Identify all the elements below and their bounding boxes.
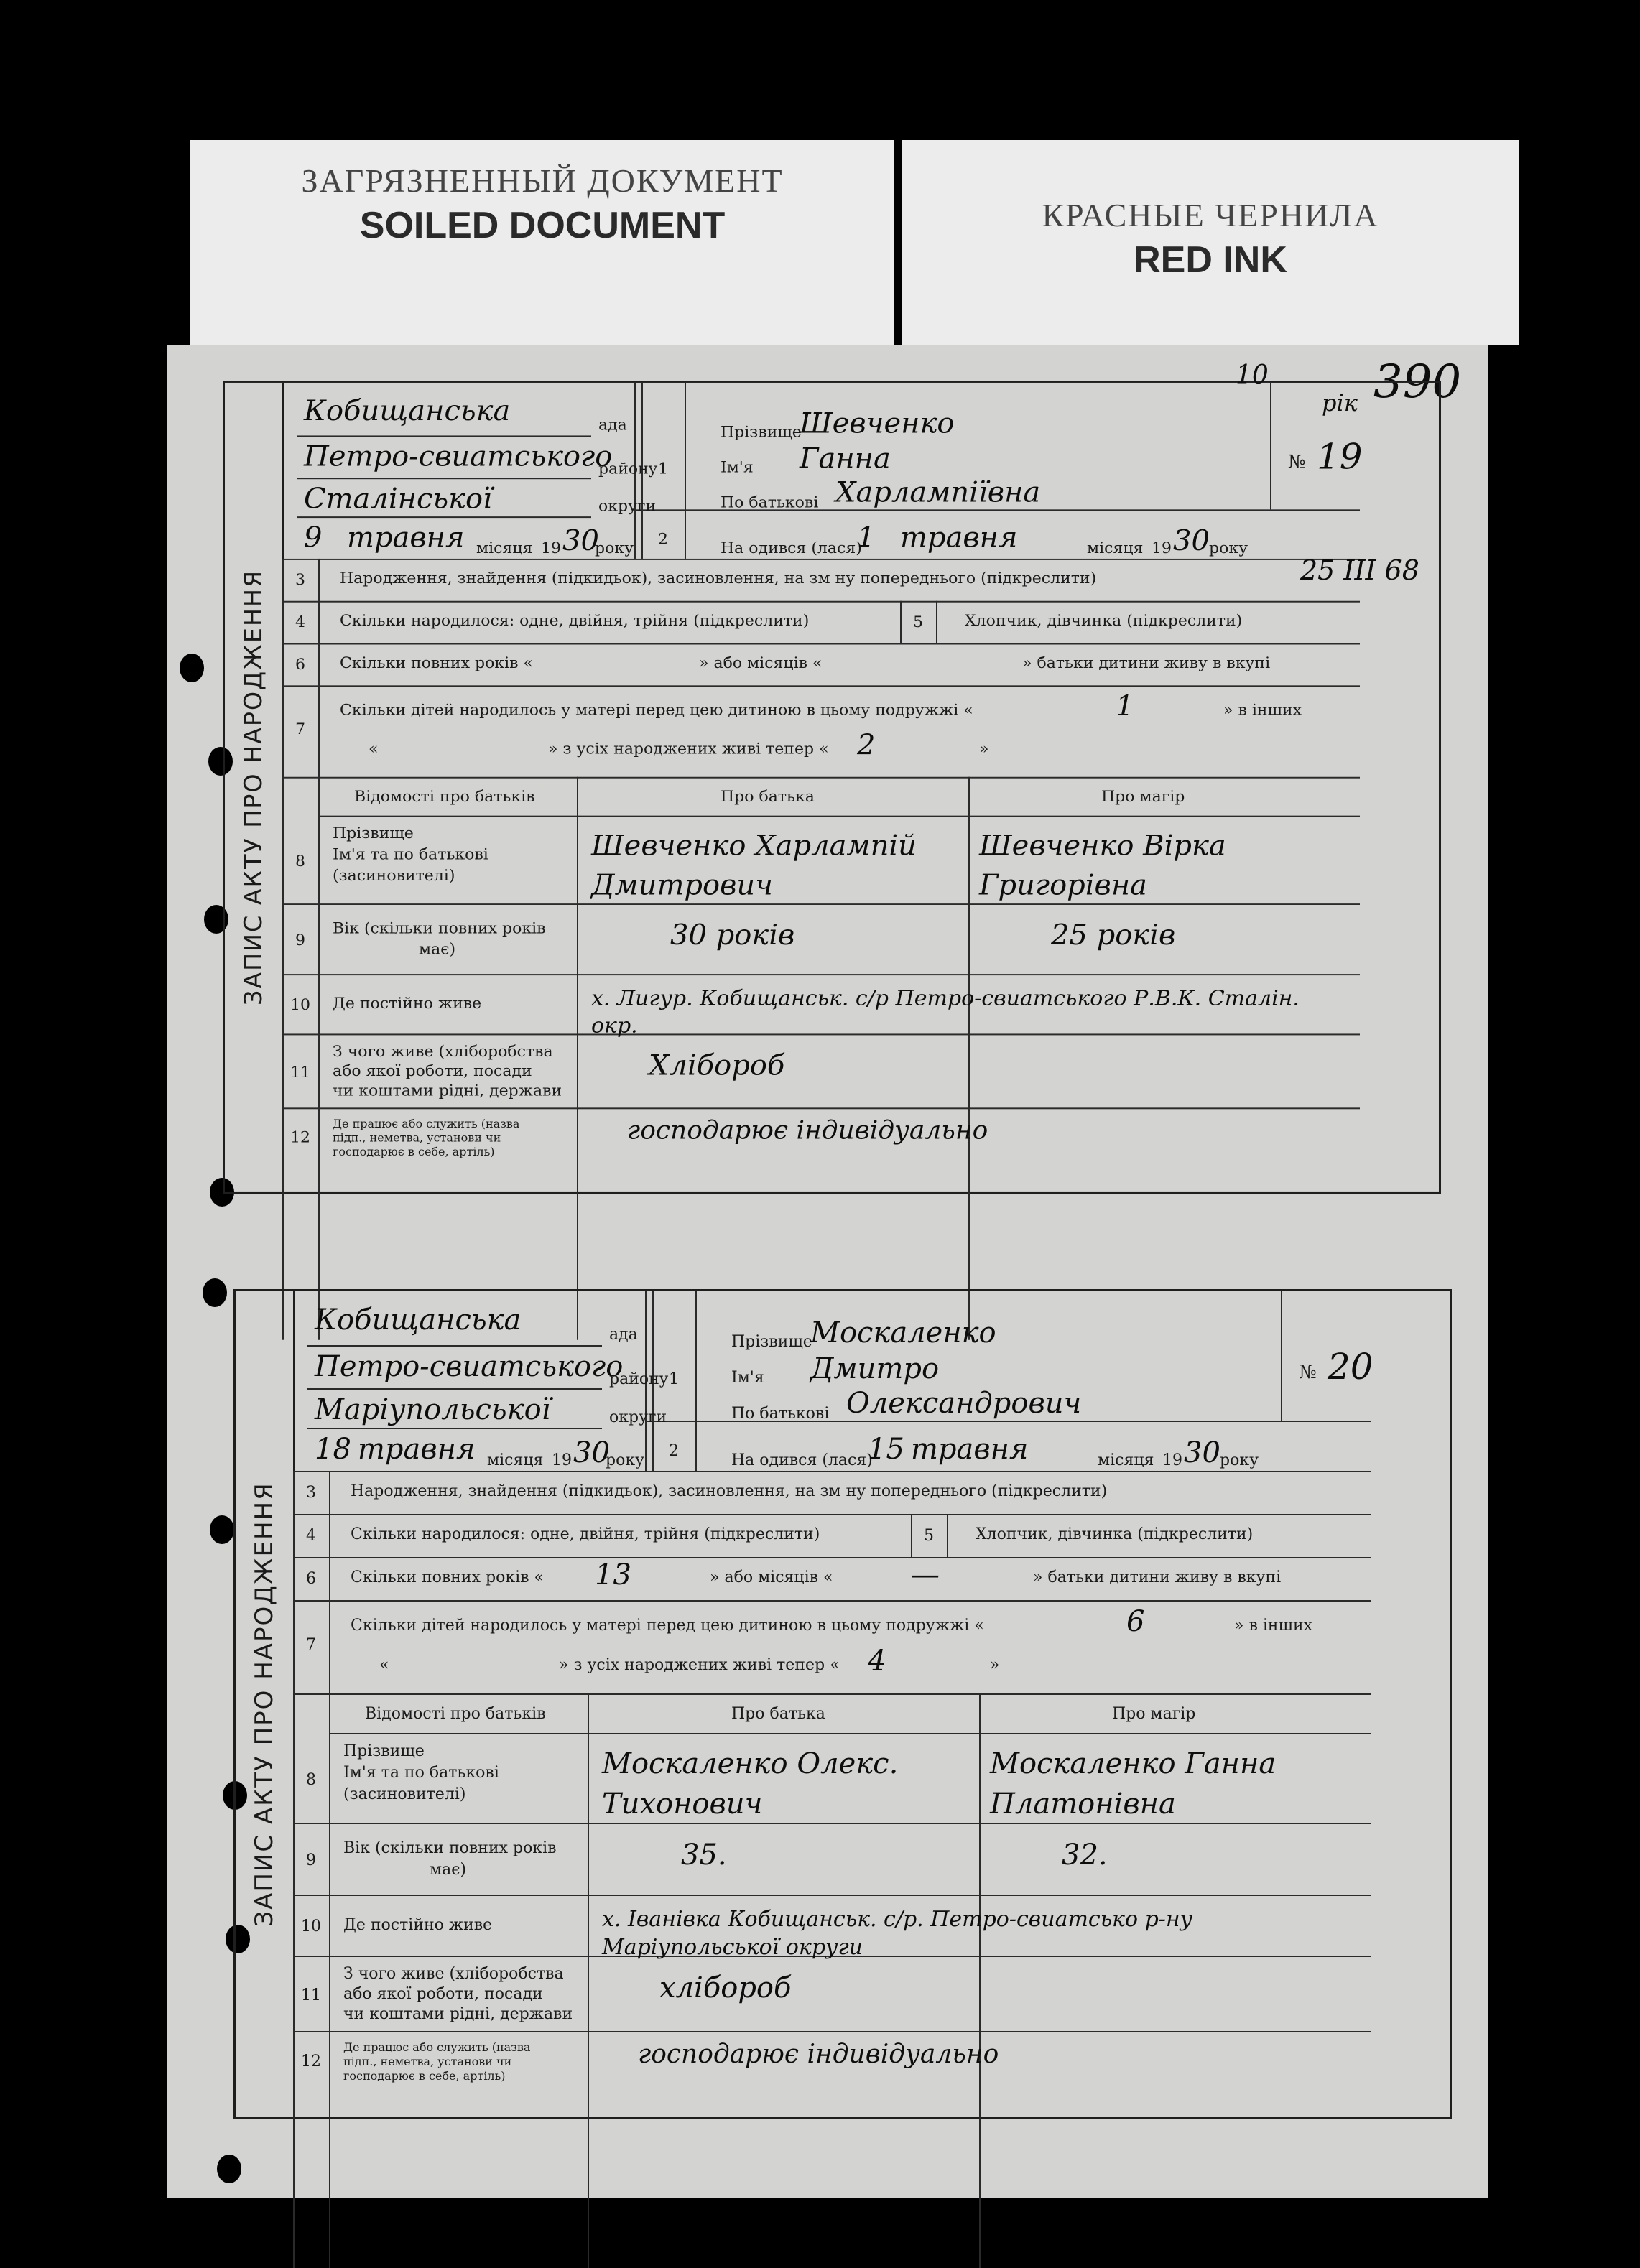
record-side-title: ЗАПИС АКТУ ПРО НАРОДЖЕННЯ <box>225 383 284 1192</box>
row-number: 7 <box>295 720 305 738</box>
row-number: 6 <box>295 656 305 674</box>
form-label: районy <box>598 460 658 478</box>
form-label: року <box>606 1451 645 1469</box>
rule-line <box>900 601 902 643</box>
handwritten-reg-day: 18 <box>315 1433 351 1466</box>
rule-line <box>297 435 591 437</box>
row-number: 2 <box>669 1442 679 1460</box>
form-label: Ім'я та по батькові <box>333 845 488 864</box>
handwritten-reg-month: травня <box>347 521 465 554</box>
rule-line <box>685 383 686 559</box>
form-label: Ім'я <box>721 458 754 477</box>
row-number: 5 <box>924 1527 934 1545</box>
form-label: На одився (лася) <box>731 1451 873 1469</box>
rule-line <box>695 1291 697 1471</box>
row-number: 12 <box>290 1128 310 1147</box>
form-label: » з усіх народжених живі тепер « <box>548 740 829 758</box>
record-side-title: ЗАПИС АКТУ ПРО НАРОДЖЕННЯ <box>236 1291 295 2117</box>
binding-hole <box>180 654 204 682</box>
form-label: ада <box>598 416 627 434</box>
form-label: » в інших <box>1234 1617 1313 1635</box>
form-label: (засиновителі) <box>333 867 455 885</box>
margin-note: 25 III 68 <box>1300 554 1419 586</box>
binding-hole <box>203 1278 227 1307</box>
rule-line <box>911 1514 912 1557</box>
handwritten-occupation: хлібороб <box>659 1971 792 2004</box>
binding-hole <box>217 2155 241 2183</box>
handwritten-patronymic: Олександрович <box>846 1387 1082 1420</box>
margin-note: рік <box>1322 389 1358 417</box>
handwritten-mother-name: Шевченко Вірка Григорівна <box>979 829 1226 902</box>
handwritten-workplace: господарює індивідуально <box>627 1116 988 1145</box>
handwritten-residence: х. Лигур. Кобищанськ. с/р Петро-свиатського Р.В.К. Сталін. окр. <box>591 985 1300 1038</box>
row-number: 9 <box>306 1851 316 1869</box>
red-ink-label-en: RED INK <box>1134 239 1287 281</box>
handwritten-prior-children: 6 <box>1126 1605 1145 1638</box>
handwritten-residence: х. Іванівка Кобищанськ. с/р. Петро-свиатсько р-ну Маріупольської округи <box>602 1907 1193 1960</box>
rule-line <box>307 1428 602 1429</box>
handwritten-name: Дмитро <box>810 1352 940 1385</box>
row-number: 12 <box>301 2053 321 2071</box>
rule-line <box>318 559 320 1340</box>
form-label: Скільки повних років « <box>340 654 533 672</box>
rule-line <box>293 1514 1371 1515</box>
rule-line <box>577 777 578 1340</box>
rule-line <box>968 777 970 1340</box>
form-label: Прізвище <box>333 824 414 842</box>
form-label: Прізвище <box>731 1333 812 1351</box>
row-number: 9 <box>295 931 305 949</box>
row-number: 8 <box>306 1771 316 1789</box>
handwritten-birth-year: 30 <box>1184 1436 1220 1469</box>
form-label: Вік (скільки повних років <box>333 919 546 938</box>
handwritten-rada: Кобищанська <box>304 394 511 427</box>
handwritten-reg-year: 30 <box>573 1436 610 1469</box>
rule-line <box>293 1600 1371 1602</box>
sheet-number: 390 <box>1373 355 1462 409</box>
form-label: районy <box>609 1370 669 1388</box>
birth-record-20 <box>233 1289 1452 2119</box>
form-label: підп., неметва, установи чи <box>343 2055 512 2068</box>
rule-line <box>297 478 591 479</box>
handwritten-mother-age: 32. <box>1062 1839 1108 1872</box>
form-label: Ім'я <box>731 1369 764 1387</box>
handwritten-years: 13 <box>595 1558 631 1591</box>
form-label: Де працює або служить (назва <box>333 1117 520 1130</box>
form-label: місяця <box>487 1451 544 1469</box>
form-label: Про магір <box>1101 788 1185 806</box>
form-label: Прізвище <box>721 423 802 442</box>
handwritten-surname: Шевченко <box>800 407 955 440</box>
binding-hole <box>210 1515 234 1544</box>
rule-line <box>947 1514 948 1557</box>
birth-record-19 <box>223 381 1441 1194</box>
handwritten-birth-day: 1 <box>857 521 876 554</box>
rule-line <box>588 1693 589 2268</box>
form-label: » <box>979 740 989 758</box>
soiled-document-label <box>190 140 894 345</box>
form-label: року <box>595 539 634 557</box>
rule-line <box>293 1693 1371 1695</box>
form-label: Про батька <box>721 788 815 806</box>
form-label: » батьки дитини живу в вкупі <box>1033 1568 1282 1586</box>
handwritten-birth-month: травня <box>911 1433 1029 1466</box>
handwritten-rayon: Петро-свиатського <box>304 440 613 473</box>
form-label: (засиновителі) <box>343 1785 466 1803</box>
rule-line <box>329 1733 1371 1734</box>
form-label: 19 <box>541 539 561 557</box>
rule-line <box>293 1471 295 2268</box>
form-label: ада <box>609 1326 638 1344</box>
row-number: 5 <box>913 613 923 631</box>
form-label: має) <box>430 1861 467 1879</box>
form-label: 19 <box>1162 1451 1182 1469</box>
form-label: По батькові <box>731 1405 830 1423</box>
rule-line <box>297 516 591 518</box>
form-label: чи коштами рідні, держави <box>333 1082 562 1100</box>
form-label: З чого живе (хліборобства <box>343 1965 564 1983</box>
form-label: Скільки дітей народилось у матері перед цею дитиною в цьому подружжі « <box>340 701 973 720</box>
soiled-label-en: SOILED DOCUMENT <box>359 205 726 246</box>
rule-line <box>307 1388 602 1390</box>
form-label: № <box>1299 1362 1317 1383</box>
rule-line <box>318 816 1360 817</box>
row-number: 11 <box>301 1986 321 2004</box>
handwritten-father-age: 35. <box>681 1839 727 1872</box>
handwritten-number: 19 <box>1317 436 1363 478</box>
form-label: Хлопчик, дівчинка (підкреслити) <box>965 612 1243 630</box>
rule-line <box>293 1471 1371 1472</box>
form-label: місяця <box>476 539 533 557</box>
form-label: чи коштами рідні, держави <box>343 2005 573 2023</box>
handwritten-father-name: Москаленко Олекс. Тихонович <box>602 1747 899 1821</box>
form-label: або якої роботи, посади <box>343 1985 543 2003</box>
form-label: Де працює або служить (назва <box>343 2040 531 2054</box>
rule-line <box>282 559 1360 560</box>
handwritten-reg-day: 9 <box>304 521 323 554</box>
form-label: З чого живе (хліборобства <box>333 1043 553 1061</box>
rule-line <box>282 643 1360 645</box>
row-number: 6 <box>306 1570 316 1588</box>
form-label: 19 <box>552 1451 572 1469</box>
form-label: Про магір <box>1112 1705 1196 1723</box>
form-label: Де постійно живе <box>333 995 482 1013</box>
rule-line <box>282 559 284 1340</box>
handwritten-okrug: Сталінської <box>304 483 492 516</box>
form-label: « <box>369 740 379 758</box>
rule-line <box>307 1345 602 1347</box>
handwritten-reg-month: травня <box>358 1433 476 1466</box>
handwritten-birth-day: 15 <box>868 1433 904 1466</box>
handwritten-rayon: Петро-свиатського <box>315 1350 624 1383</box>
rule-line <box>936 601 937 643</box>
handwritten-name: Ганна <box>800 442 891 475</box>
form-label: » з усіх народжених живі тепер « <box>559 1656 840 1674</box>
form-label: року <box>1209 539 1248 557</box>
handwritten-rada: Кобищанська <box>315 1303 522 1337</box>
form-label: Ім'я та по батькові <box>343 1764 499 1782</box>
rule-line <box>293 2031 1371 2032</box>
form-label: Про батька <box>731 1705 825 1723</box>
handwritten-okrug: Маріупольської <box>315 1393 551 1426</box>
rule-line <box>293 1557 1371 1558</box>
form-label: Вік (скільки повних років <box>343 1839 557 1857</box>
handwritten-patronymic: Харлампіївна <box>835 476 1041 509</box>
handwritten-alive-now: 4 <box>868 1645 886 1678</box>
form-label: № <box>1288 451 1306 473</box>
form-label: « <box>379 1656 389 1674</box>
handwritten-mother-name: Москаленко Ганна Платонівна <box>990 1747 1277 1821</box>
row-number: 10 <box>301 1918 321 1935</box>
form-label: » або місяців « <box>710 1568 833 1586</box>
row-number: 4 <box>295 613 305 631</box>
form-label: Скільки дітей народилось у матері перед цею дитиною в цьому подружжі « <box>351 1617 984 1635</box>
rule-line <box>282 974 1360 975</box>
form-label: » батьки дитини живу в вкупі <box>1022 654 1271 672</box>
form-label: господарює в себе, артіль) <box>333 1145 495 1158</box>
form-label: Де постійно живе <box>343 1916 493 1934</box>
rule-line <box>293 1895 1371 1896</box>
row-number: 8 <box>295 852 305 871</box>
form-label: Хлопчик, дівчинка (підкреслити) <box>976 1525 1254 1543</box>
form-label: 19 <box>1152 539 1172 557</box>
handwritten-number: 20 <box>1328 1346 1373 1388</box>
red-ink-label <box>902 140 1519 345</box>
rule-line <box>282 685 1360 687</box>
form-label: місяця <box>1087 539 1144 557</box>
form-label: Скільки народилося: одне, двійня, трійня (підкреслити) <box>351 1525 820 1543</box>
row-number: 3 <box>295 571 305 590</box>
form-label: » або місяців « <box>699 654 823 672</box>
row-number: 7 <box>306 1636 316 1654</box>
handwritten-alive-now: 2 <box>857 729 876 762</box>
form-label: року <box>1220 1451 1259 1469</box>
form-label: На одився (лася) <box>721 539 862 557</box>
rule-line <box>282 1107 1360 1109</box>
handwritten-reg-year: 30 <box>562 524 599 557</box>
form-label: Народження, знайдення (підкидьок), засиновлення, на зм ну попереднього (підкреслити) <box>351 1482 1108 1500</box>
rule-line <box>1270 383 1271 509</box>
handwritten-mother-age: 25 років <box>1051 919 1176 952</box>
handwritten-birth-year: 30 <box>1173 524 1210 557</box>
handwritten-prior-children: 1 <box>1116 690 1134 723</box>
handwritten-birth-month: травня <box>900 521 1018 554</box>
form-label: або якої роботи, посади <box>333 1062 532 1081</box>
handwritten-workplace: господарює індивідуально <box>638 2040 999 2069</box>
handwritten-father-age: 30 років <box>670 919 795 952</box>
row-number: 1 <box>658 460 668 478</box>
form-label: господарює в себе, артіль) <box>343 2069 506 2083</box>
row-number: 11 <box>290 1064 310 1082</box>
red-ink-label-ru: КРАСНЫЕ ЧЕРНИЛА <box>1042 197 1379 233</box>
form-label: округи <box>598 497 657 516</box>
form-label: має) <box>419 941 456 959</box>
form-label: » <box>990 1656 1000 1674</box>
form-label: округи <box>609 1408 667 1426</box>
rule-line <box>329 1471 330 2268</box>
handwritten-occupation: Хлібороб <box>649 1049 785 1082</box>
form-label: Скільки народилося: одне, двійня, трійня (підкреслити) <box>340 612 810 630</box>
rule-line <box>979 1693 981 2268</box>
form-label: Прізвище <box>343 1742 425 1760</box>
form-label: Відомості про батьків <box>365 1705 546 1723</box>
form-label: підп., неметва, установи чи <box>333 1130 501 1145</box>
rule-line <box>282 777 1360 779</box>
form-label: Відомості про батьків <box>354 788 535 806</box>
handwritten-surname: Москаленко <box>810 1316 996 1349</box>
row-number: 2 <box>658 530 668 549</box>
rule-line <box>282 601 1360 603</box>
row-number: 4 <box>306 1527 316 1545</box>
row-number: 3 <box>306 1484 316 1502</box>
form-label: » в інших <box>1223 701 1302 720</box>
handwritten-father-name: Шевченко Харлампій Дмитрович <box>591 829 917 902</box>
handwritten-months: — <box>911 1558 940 1591</box>
form-label: По батькові <box>721 493 819 512</box>
form-label: Скільки повних років « <box>351 1568 544 1586</box>
soiled-label-ru: ЗАГРЯЗНЕННЫЙ ДОКУМЕНТ <box>301 162 784 199</box>
form-label: місяця <box>1098 1451 1154 1469</box>
rule-line <box>1281 1291 1282 1421</box>
form-label: Народження, знайдення (підкидьок), засиновлення, на зм ну попереднього (підкреслити) <box>340 570 1097 588</box>
row-number: 10 <box>290 996 310 1014</box>
row-number: 1 <box>669 1370 679 1388</box>
margin-note: 10 <box>1236 361 1269 390</box>
